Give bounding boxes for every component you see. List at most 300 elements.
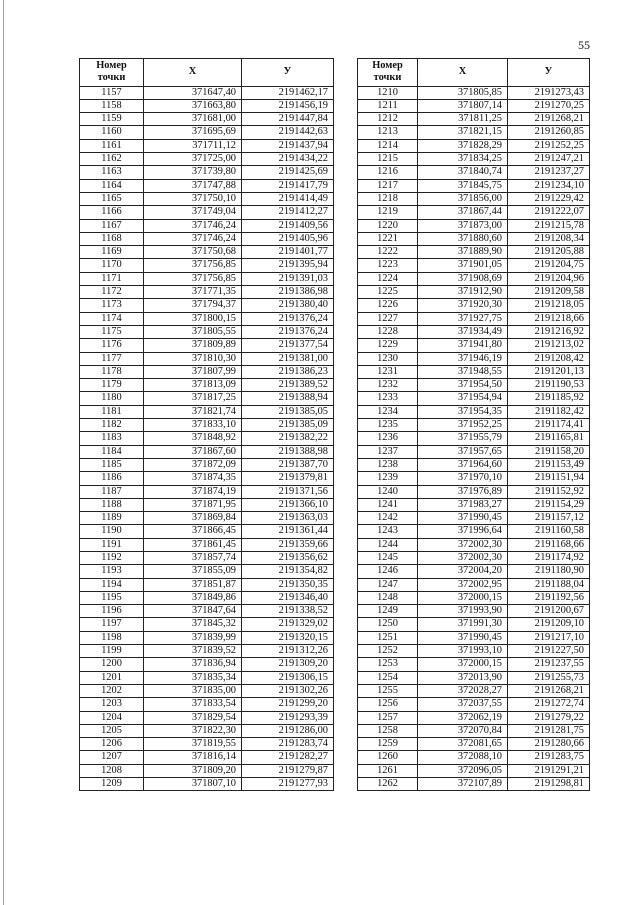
x-coordinate-cell: 371993,10: [418, 645, 508, 658]
y-coordinate-cell: 2191247,21: [508, 153, 590, 166]
y-coordinate-cell: 2191434,22: [242, 153, 334, 166]
point-number-cell: 1225: [358, 286, 418, 299]
table-row: [358, 166, 590, 179]
table-row: [358, 219, 590, 232]
point-number-cell: 1159: [80, 113, 144, 126]
table-row: [358, 153, 590, 166]
y-coordinate-cell: 2191391,03: [242, 272, 334, 285]
point-number-cell: 1255: [358, 684, 418, 697]
y-coordinate-cell: 2191299,20: [242, 698, 334, 711]
table-row: [358, 392, 590, 405]
y-coordinate-cell: 2191268,21: [508, 684, 590, 697]
table-row: [358, 631, 590, 644]
point-number-cell: 1183: [80, 432, 144, 445]
table-row: [80, 392, 334, 405]
table-row: [358, 379, 590, 392]
x-coordinate-cell: 371889,90: [418, 246, 508, 259]
x-coordinate-cell: 371954,94: [418, 392, 508, 405]
table-row: [80, 671, 334, 684]
table-row: [358, 605, 590, 618]
coordinates-table-right: [357, 58, 590, 791]
x-coordinate-cell: 371901,05: [418, 259, 508, 272]
table-row: [358, 286, 590, 299]
y-coordinate-cell: 2191190,53: [508, 379, 590, 392]
y-coordinate-cell: 2191215,78: [508, 219, 590, 232]
x-coordinate-cell: 371816,14: [144, 751, 242, 764]
point-number-cell: 1227: [358, 312, 418, 325]
y-coordinate-cell: 2191359,66: [242, 538, 334, 551]
point-number-cell: 1245: [358, 551, 418, 564]
y-coordinate-cell: 2191379,81: [242, 472, 334, 485]
table-row: [358, 684, 590, 697]
x-coordinate-cell: 372002,30: [418, 538, 508, 551]
point-number-cell: 1203: [80, 698, 144, 711]
y-coordinate-cell: 2191309,20: [242, 658, 334, 671]
y-coordinate-cell: 2191286,00: [242, 724, 334, 737]
x-coordinate-cell: 371828,29: [418, 139, 508, 152]
point-number-cell: 1251: [358, 631, 418, 644]
table-row: [358, 246, 590, 259]
table-row: [80, 684, 334, 697]
x-coordinate-cell: 371941,80: [418, 339, 508, 352]
y-coordinate-cell: 2191329,02: [242, 618, 334, 631]
x-coordinate-cell: 371996,64: [418, 525, 508, 538]
point-number-cell: 1164: [80, 179, 144, 192]
x-coordinate-cell: 371880,60: [418, 232, 508, 245]
y-coordinate-cell: 2191306,15: [242, 671, 334, 684]
table-row: [80, 472, 334, 485]
x-coordinate-cell: 371821,74: [144, 405, 242, 418]
x-coordinate-cell: 371954,35: [418, 405, 508, 418]
table-row: [358, 591, 590, 604]
y-coordinate-cell: 2191386,23: [242, 365, 334, 378]
point-number-cell: 1179: [80, 379, 144, 392]
point-number-cell: 1201: [80, 671, 144, 684]
header-x: X: [144, 59, 242, 87]
x-coordinate-cell: 371817,25: [144, 392, 242, 405]
x-coordinate-cell: 371869,84: [144, 512, 242, 525]
table-row: [80, 658, 334, 671]
y-coordinate-cell: 2191293,39: [242, 711, 334, 724]
point-number-cell: 1254: [358, 671, 418, 684]
point-number-cell: 1182: [80, 419, 144, 432]
table-row: [80, 724, 334, 737]
x-coordinate-cell: 371857,74: [144, 551, 242, 564]
y-coordinate-cell: 2191401,77: [242, 246, 334, 259]
table-row: [80, 751, 334, 764]
table-row: [358, 472, 590, 485]
point-number-cell: 1204: [80, 711, 144, 724]
point-number-cell: 1178: [80, 365, 144, 378]
point-number-cell: 1199: [80, 645, 144, 658]
y-coordinate-cell: 2191312,26: [242, 645, 334, 658]
y-coordinate-cell: 2191217,10: [508, 631, 590, 644]
point-number-cell: 1221: [358, 232, 418, 245]
y-coordinate-cell: 2191279,22: [508, 711, 590, 724]
table-row: [80, 419, 334, 432]
table-row: [358, 312, 590, 325]
table-row: [358, 339, 590, 352]
table-row: [358, 698, 590, 711]
x-coordinate-cell: 371874,35: [144, 472, 242, 485]
point-number-cell: 1260: [358, 751, 418, 764]
table-row: [80, 113, 334, 126]
y-coordinate-cell: 2191385,09: [242, 419, 334, 432]
y-coordinate-cell: 2191462,17: [242, 86, 334, 99]
point-number-cell: 1175: [80, 325, 144, 338]
point-number-cell: 1189: [80, 512, 144, 525]
x-coordinate-cell: 372096,05: [418, 764, 508, 777]
table-row: [80, 272, 334, 285]
y-coordinate-cell: 2191180,90: [508, 565, 590, 578]
table-row: [358, 485, 590, 498]
point-number-cell: 1176: [80, 339, 144, 352]
x-coordinate-cell: 371756,85: [144, 259, 242, 272]
table-row: [358, 445, 590, 458]
point-number-cell: 1248: [358, 591, 418, 604]
y-coordinate-cell: 2191291,21: [508, 764, 590, 777]
point-number-cell: 1243: [358, 525, 418, 538]
header-point-line2: точки: [373, 72, 402, 84]
table-row: [358, 512, 590, 525]
table-row: [358, 192, 590, 205]
x-coordinate-cell: 371983,27: [418, 498, 508, 511]
point-number-cell: 1208: [80, 764, 144, 777]
x-coordinate-cell: 371847,64: [144, 605, 242, 618]
x-coordinate-cell: 371819,55: [144, 738, 242, 751]
point-number-cell: 1219: [358, 206, 418, 219]
x-coordinate-cell: 371663,80: [144, 99, 242, 112]
point-number-cell: 1165: [80, 192, 144, 205]
table-row: [80, 631, 334, 644]
table-row: [358, 206, 590, 219]
x-coordinate-cell: 372037,55: [418, 698, 508, 711]
x-coordinate-cell: 371952,25: [418, 419, 508, 432]
table-row: [80, 325, 334, 338]
table-row: [80, 405, 334, 418]
table-row: [358, 86, 590, 99]
x-coordinate-cell: 371811,25: [418, 113, 508, 126]
table-row: [80, 299, 334, 312]
x-coordinate-cell: 371810,30: [144, 352, 242, 365]
x-coordinate-cell: 371934,49: [418, 325, 508, 338]
point-number-cell: 1210: [358, 86, 418, 99]
y-coordinate-cell: 2191405,96: [242, 232, 334, 245]
table-row: [358, 565, 590, 578]
table-row: [80, 764, 334, 777]
point-number-cell: 1240: [358, 485, 418, 498]
x-coordinate-cell: 372002,95: [418, 578, 508, 591]
x-coordinate-cell: 371912,90: [418, 286, 508, 299]
point-number-cell: 1230: [358, 352, 418, 365]
y-coordinate-cell: 2191185,92: [508, 392, 590, 405]
x-coordinate-cell: 371964,60: [418, 458, 508, 471]
table-row: [80, 578, 334, 591]
y-coordinate-cell: 2191389,52: [242, 379, 334, 392]
point-number-cell: 1236: [358, 432, 418, 445]
y-coordinate-cell: 2191234,10: [508, 179, 590, 192]
x-coordinate-cell: 371711,12: [144, 139, 242, 152]
table-row: [358, 419, 590, 432]
point-number-cell: 1167: [80, 219, 144, 232]
x-coordinate-cell: 371866,45: [144, 525, 242, 538]
y-coordinate-cell: 2191363,03: [242, 512, 334, 525]
point-number-cell: 1258: [358, 724, 418, 737]
y-coordinate-cell: 2191414,49: [242, 192, 334, 205]
table-row: [80, 512, 334, 525]
y-coordinate-cell: 2191456,19: [242, 99, 334, 112]
point-number-cell: 1239: [358, 472, 418, 485]
table-row: [358, 272, 590, 285]
point-number-cell: 1169: [80, 246, 144, 259]
y-coordinate-cell: 2191218,05: [508, 299, 590, 312]
x-coordinate-cell: 371836,94: [144, 658, 242, 671]
x-coordinate-cell: 371955,79: [418, 432, 508, 445]
y-coordinate-cell: 2191227,50: [508, 645, 590, 658]
x-coordinate-cell: 371695,69: [144, 126, 242, 139]
point-number-cell: 1193: [80, 565, 144, 578]
y-coordinate-cell: 2191208,34: [508, 232, 590, 245]
x-coordinate-cell: 371946,19: [418, 352, 508, 365]
point-number-cell: 1242: [358, 512, 418, 525]
x-coordinate-cell: 371976,89: [418, 485, 508, 498]
point-number-cell: 1234: [358, 405, 418, 418]
y-coordinate-cell: 2191376,24: [242, 312, 334, 325]
point-number-cell: 1200: [80, 658, 144, 671]
table-row: [80, 605, 334, 618]
y-coordinate-cell: 2191279,87: [242, 764, 334, 777]
x-coordinate-cell: 371746,24: [144, 219, 242, 232]
header-x: X: [418, 59, 508, 87]
x-coordinate-cell: 371990,45: [418, 512, 508, 525]
point-number-cell: 1191: [80, 538, 144, 551]
x-coordinate-cell: 371647,40: [144, 86, 242, 99]
y-coordinate-cell: 2191388,98: [242, 445, 334, 458]
x-coordinate-cell: 371813,09: [144, 379, 242, 392]
y-coordinate-cell: 2191281,75: [508, 724, 590, 737]
point-number-cell: 1214: [358, 139, 418, 152]
point-number-cell: 1238: [358, 458, 418, 471]
table-row: [80, 698, 334, 711]
table-row: [358, 139, 590, 152]
point-number-cell: 1247: [358, 578, 418, 591]
table-row: [358, 551, 590, 564]
x-coordinate-cell: 371835,34: [144, 671, 242, 684]
y-coordinate-cell: 2191209,10: [508, 618, 590, 631]
x-coordinate-cell: 371872,09: [144, 458, 242, 471]
table-row: [80, 565, 334, 578]
y-coordinate-cell: 2191188,04: [508, 578, 590, 591]
y-coordinate-cell: 2191409,56: [242, 219, 334, 232]
point-number-cell: 1224: [358, 272, 418, 285]
header-point-line2: точки: [97, 72, 126, 84]
point-number-cell: 1163: [80, 166, 144, 179]
point-number-cell: 1192: [80, 551, 144, 564]
y-coordinate-cell: 2191371,56: [242, 485, 334, 498]
table-row: [80, 232, 334, 245]
y-coordinate-cell: 2191395,94: [242, 259, 334, 272]
point-number-cell: 1237: [358, 445, 418, 458]
table-row: [358, 711, 590, 724]
y-coordinate-cell: 2191277,93: [242, 778, 334, 791]
point-number-cell: 1173: [80, 299, 144, 312]
x-coordinate-cell: 371871,95: [144, 498, 242, 511]
x-coordinate-cell: 371851,87: [144, 578, 242, 591]
y-coordinate-cell: 2191366,10: [242, 498, 334, 511]
x-coordinate-cell: 371833,54: [144, 698, 242, 711]
y-coordinate-cell: 2191182,42: [508, 405, 590, 418]
x-coordinate-cell: 371747,88: [144, 179, 242, 192]
x-coordinate-cell: 371839,52: [144, 645, 242, 658]
x-coordinate-cell: 371822,30: [144, 724, 242, 737]
x-coordinate-cell: 371746,24: [144, 232, 242, 245]
point-number-cell: 1181: [80, 405, 144, 418]
point-number-cell: 1158: [80, 99, 144, 112]
x-coordinate-cell: 371739,80: [144, 166, 242, 179]
table-row: [80, 192, 334, 205]
x-coordinate-cell: 371948,55: [418, 365, 508, 378]
point-number-cell: 1162: [80, 153, 144, 166]
x-coordinate-cell: 371805,55: [144, 325, 242, 338]
y-coordinate-cell: 2191447,84: [242, 113, 334, 126]
point-number-cell: 1233: [358, 392, 418, 405]
table-row: [358, 113, 590, 126]
point-number-cell: 1166: [80, 206, 144, 219]
point-number-cell: 1259: [358, 738, 418, 751]
table-row: [80, 139, 334, 152]
y-coordinate-cell: 2191168,66: [508, 538, 590, 551]
header-point-line1: Номер: [372, 60, 403, 71]
point-number-cell: 1249: [358, 605, 418, 618]
table-row: [358, 232, 590, 245]
table-row: [80, 352, 334, 365]
x-coordinate-cell: 371681,00: [144, 113, 242, 126]
point-number-cell: 1226: [358, 299, 418, 312]
table-row: [358, 658, 590, 671]
x-coordinate-cell: 371874,19: [144, 485, 242, 498]
point-number-cell: 1184: [80, 445, 144, 458]
y-coordinate-cell: 2191302,26: [242, 684, 334, 697]
y-coordinate-cell: 2191268,21: [508, 113, 590, 126]
table-row: [358, 671, 590, 684]
point-number-cell: 1205: [80, 724, 144, 737]
y-coordinate-cell: 2191209,58: [508, 286, 590, 299]
point-number-cell: 1168: [80, 232, 144, 245]
x-coordinate-cell: 371920,30: [418, 299, 508, 312]
point-number-cell: 1235: [358, 419, 418, 432]
y-coordinate-cell: 2191381,00: [242, 352, 334, 365]
y-coordinate-cell: 2191412,27: [242, 206, 334, 219]
x-coordinate-cell: 371990,45: [418, 631, 508, 644]
table-row: [80, 153, 334, 166]
point-number-cell: 1216: [358, 166, 418, 179]
coordinates-table-left: [79, 58, 334, 791]
x-coordinate-cell: 371794,37: [144, 299, 242, 312]
point-number-cell: 1246: [358, 565, 418, 578]
y-coordinate-cell: 2191425,69: [242, 166, 334, 179]
table-row: [80, 711, 334, 724]
x-coordinate-cell: 372081,65: [418, 738, 508, 751]
y-coordinate-cell: 2191356,62: [242, 551, 334, 564]
table-row: [358, 751, 590, 764]
header-point-line1: Номер: [96, 60, 127, 71]
table-row: [358, 578, 590, 591]
x-coordinate-cell: 371809,20: [144, 764, 242, 777]
x-coordinate-cell: 371991,30: [418, 618, 508, 631]
point-number-cell: 1256: [358, 698, 418, 711]
y-coordinate-cell: 2191298,81: [508, 778, 590, 791]
y-coordinate-cell: 2191385,05: [242, 405, 334, 418]
x-coordinate-cell: 371834,25: [418, 153, 508, 166]
point-number-cell: 1211: [358, 99, 418, 112]
point-number-cell: 1202: [80, 684, 144, 697]
y-coordinate-cell: 2191346,40: [242, 591, 334, 604]
header-y: У: [242, 59, 334, 87]
y-coordinate-cell: 2191216,92: [508, 325, 590, 338]
y-coordinate-cell: 2191204,96: [508, 272, 590, 285]
table-row: [358, 99, 590, 112]
point-number-cell: 1188: [80, 498, 144, 511]
x-coordinate-cell: 371750,10: [144, 192, 242, 205]
x-coordinate-cell: 371749,04: [144, 206, 242, 219]
table-row: [358, 538, 590, 551]
y-coordinate-cell: 2191382,22: [242, 432, 334, 445]
y-coordinate-cell: 2191354,82: [242, 565, 334, 578]
point-number-cell: 1252: [358, 645, 418, 658]
point-number-cell: 1231: [358, 365, 418, 378]
table-row: [80, 365, 334, 378]
table-row: [358, 618, 590, 631]
table-row: [358, 764, 590, 777]
table-row: [80, 312, 334, 325]
y-coordinate-cell: 2191165,81: [508, 432, 590, 445]
y-coordinate-cell: 2191361,44: [242, 525, 334, 538]
point-number-cell: 1257: [358, 711, 418, 724]
x-coordinate-cell: 371800,15: [144, 312, 242, 325]
x-coordinate-cell: 371855,09: [144, 565, 242, 578]
y-coordinate-cell: 2191152,92: [508, 485, 590, 498]
header-point-number: [358, 59, 418, 87]
x-coordinate-cell: 371970,10: [418, 472, 508, 485]
x-coordinate-cell: 371750,68: [144, 246, 242, 259]
x-coordinate-cell: 371993,90: [418, 605, 508, 618]
point-number-cell: 1157: [80, 86, 144, 99]
y-coordinate-cell: 2191437,94: [242, 139, 334, 152]
table-row: [358, 405, 590, 418]
table-row: [80, 219, 334, 232]
x-coordinate-cell: 372013,90: [418, 671, 508, 684]
x-coordinate-cell: 372000,15: [418, 658, 508, 671]
point-number-cell: 1207: [80, 751, 144, 764]
y-coordinate-cell: 2191388,94: [242, 392, 334, 405]
x-coordinate-cell: 372002,30: [418, 551, 508, 564]
x-coordinate-cell: 371957,65: [418, 445, 508, 458]
point-number-cell: 1220: [358, 219, 418, 232]
y-coordinate-cell: 2191213,02: [508, 339, 590, 352]
point-number-cell: 1160: [80, 126, 144, 139]
page-edge-line: [3, 0, 4, 905]
y-coordinate-cell: 2191208,42: [508, 352, 590, 365]
y-coordinate-cell: 2191255,73: [508, 671, 590, 684]
table-row: [358, 778, 590, 791]
point-number-cell: 1217: [358, 179, 418, 192]
table-row: [358, 724, 590, 737]
table-row: [358, 738, 590, 751]
y-coordinate-cell: 2191222,07: [508, 206, 590, 219]
y-coordinate-cell: 2191237,55: [508, 658, 590, 671]
point-number-cell: 1196: [80, 605, 144, 618]
x-coordinate-cell: 371845,75: [418, 179, 508, 192]
